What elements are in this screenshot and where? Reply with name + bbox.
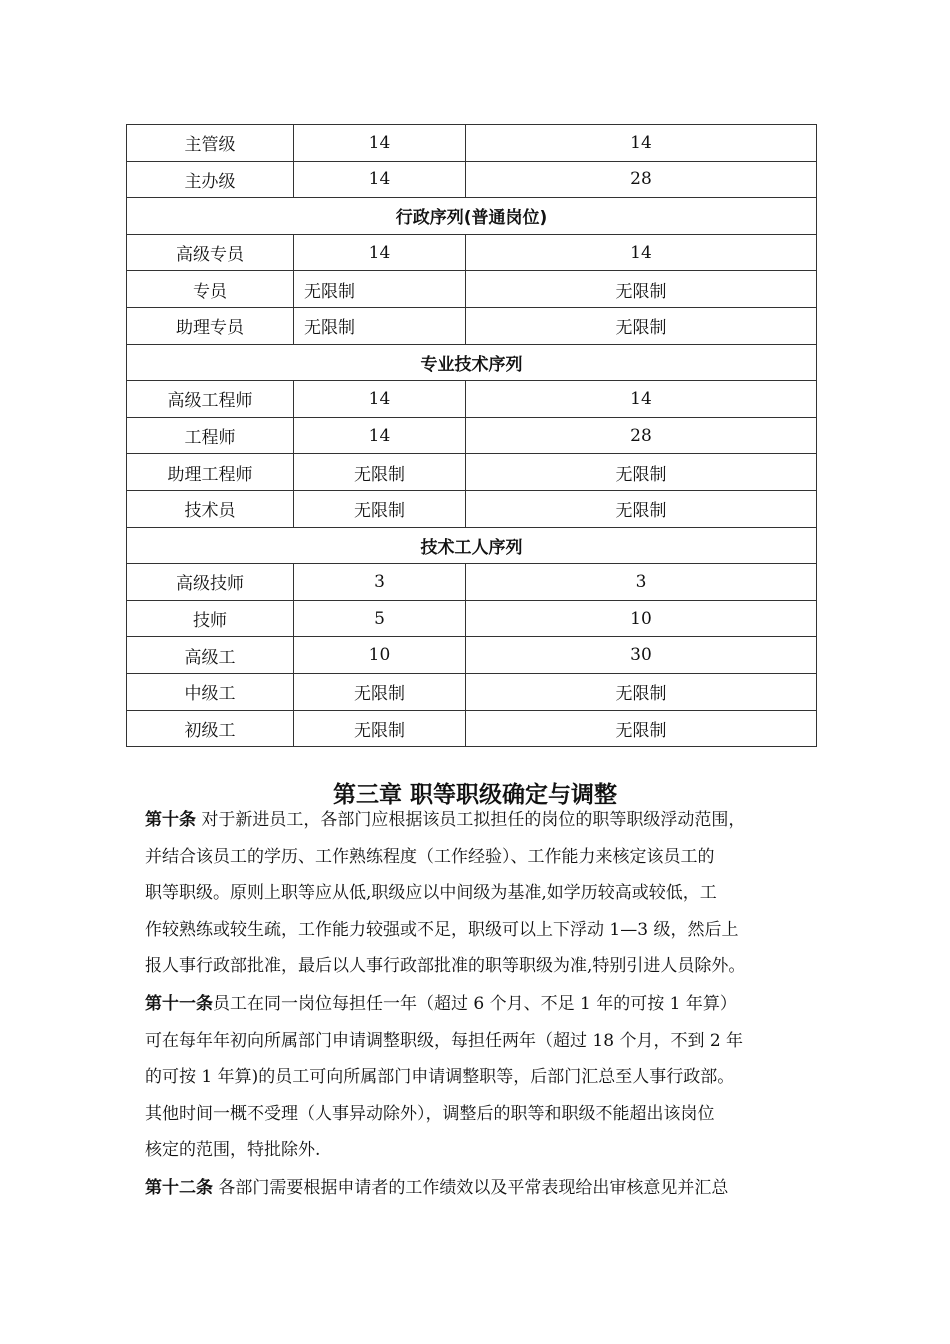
quota-cell-2: 无限制 bbox=[466, 271, 817, 308]
article-label: 第十条 bbox=[145, 810, 196, 830]
position-cell: 专员 bbox=[127, 271, 294, 308]
section-header-row bbox=[127, 344, 817, 381]
quota-cell-2: 3 bbox=[466, 564, 817, 601]
quota-cell-2: 无限制 bbox=[466, 710, 817, 747]
position-cell: 高级工 bbox=[127, 637, 294, 674]
quota-cell-2: 30 bbox=[466, 637, 817, 674]
quota-cell-2: 10 bbox=[466, 600, 817, 637]
table-row bbox=[127, 637, 817, 674]
section-header-row bbox=[127, 527, 817, 564]
quota-cell-1: 14 bbox=[294, 381, 466, 418]
table-row bbox=[127, 307, 817, 344]
table-row bbox=[127, 673, 817, 710]
table-row bbox=[127, 454, 817, 491]
quota-cell-1: 5 bbox=[294, 600, 466, 637]
table-row bbox=[127, 161, 817, 198]
quota-cell-2: 14 bbox=[466, 381, 817, 418]
table-row bbox=[127, 564, 817, 601]
position-cell: 中级工 bbox=[127, 673, 294, 710]
grade-quota-table bbox=[126, 124, 817, 747]
quota-cell-1: 14 bbox=[294, 234, 466, 271]
table-row bbox=[127, 271, 817, 308]
position-cell: 助理专员 bbox=[127, 307, 294, 344]
quota-cell-1: 14 bbox=[294, 161, 466, 198]
table-row bbox=[127, 417, 817, 454]
article-label: 第十一条 bbox=[145, 994, 213, 1014]
quota-cell-1: 无限制 bbox=[294, 710, 466, 747]
table-row bbox=[127, 600, 817, 637]
position-cell: 技师 bbox=[127, 600, 294, 637]
quota-cell-1: 14 bbox=[294, 417, 466, 454]
table-row bbox=[127, 490, 817, 527]
grade-quota-table-body bbox=[127, 125, 817, 747]
quota-cell-1: 无限制 bbox=[294, 307, 466, 344]
article-label: 第十二条 bbox=[145, 1178, 213, 1198]
position-cell: 初级工 bbox=[127, 710, 294, 747]
section-title: 行政序列(普通岗位) bbox=[127, 198, 817, 235]
quota-cell-1: 无限制 bbox=[294, 454, 466, 491]
quota-cell-2: 无限制 bbox=[466, 673, 817, 710]
article-12: 第十二条 各部门需要根据申请者的工作绩效以及平常表现给出审核意见并汇总 bbox=[145, 1178, 729, 1198]
quota-cell-2: 28 bbox=[466, 417, 817, 454]
section-title: 技术工人序列 bbox=[127, 527, 817, 564]
position-cell: 主办级 bbox=[127, 161, 294, 198]
quota-cell-1: 10 bbox=[294, 637, 466, 674]
quota-cell-2: 14 bbox=[466, 234, 817, 271]
position-cell: 主管级 bbox=[127, 125, 294, 162]
chapter-title: 第三章 职等职级确定与调整 bbox=[332, 782, 617, 808]
table-row bbox=[127, 234, 817, 271]
quota-cell-2: 无限制 bbox=[466, 490, 817, 527]
quota-cell-2: 无限制 bbox=[466, 307, 817, 344]
quota-cell-1: 无限制 bbox=[294, 673, 466, 710]
section-title: 专业技术序列 bbox=[127, 344, 817, 381]
position-cell: 高级工程师 bbox=[127, 381, 294, 418]
quota-cell-2: 无限制 bbox=[466, 454, 817, 491]
table-row bbox=[127, 125, 817, 162]
quota-cell-1: 3 bbox=[294, 564, 466, 601]
article-10: 第十条 对于新进员工，各部门应根据该员工拟担任的岗位的职等职级浮动范围， 并结合该员工的学历、工作熟练程度（工作经验）、工作能力来核定该员工的 职等职级。原则上职等应从低,职级应以中间级为基准,如学历较高或较低，工 作较熟练或较生疏，工作能力较强或不足，职级可以上下浮动 1—3 级，然后上 报人事行政部批准，最后以人事行政部批准的职等职级为准,特别引进人员除外。 bbox=[145, 810, 746, 976]
position-cell: 高级专员 bbox=[127, 234, 294, 271]
position-cell: 工程师 bbox=[127, 417, 294, 454]
position-cell: 助理工程师 bbox=[127, 454, 294, 491]
table-row bbox=[127, 710, 817, 747]
quota-cell-1: 14 bbox=[294, 125, 466, 162]
quota-cell-2: 28 bbox=[466, 161, 817, 198]
article-11: 第十一条员工在同一岗位每担任一年（超过 6 个月、不足 1 年的可按 1 年算） 可在每年年初向所属部门申请调整职级，每担任两年（超过 18 个月，不到 2 年 的可按 1 年算)的员工可向所属部门申请调整职等，后部门汇总至人事行政部。 其他时间一概不受理（人事异动除外），调整后的职等和职级不能超出该岗位 核定的范围，特批除外. bbox=[145, 994, 744, 1160]
position-cell: 技术员 bbox=[127, 490, 294, 527]
section-header-row bbox=[127, 198, 817, 235]
quota-cell-1: 无限制 bbox=[294, 490, 466, 527]
quota-cell-1: 无限制 bbox=[294, 271, 466, 308]
position-cell: 高级技师 bbox=[127, 564, 294, 601]
table-row bbox=[127, 381, 817, 418]
quota-cell-2: 14 bbox=[466, 125, 817, 162]
